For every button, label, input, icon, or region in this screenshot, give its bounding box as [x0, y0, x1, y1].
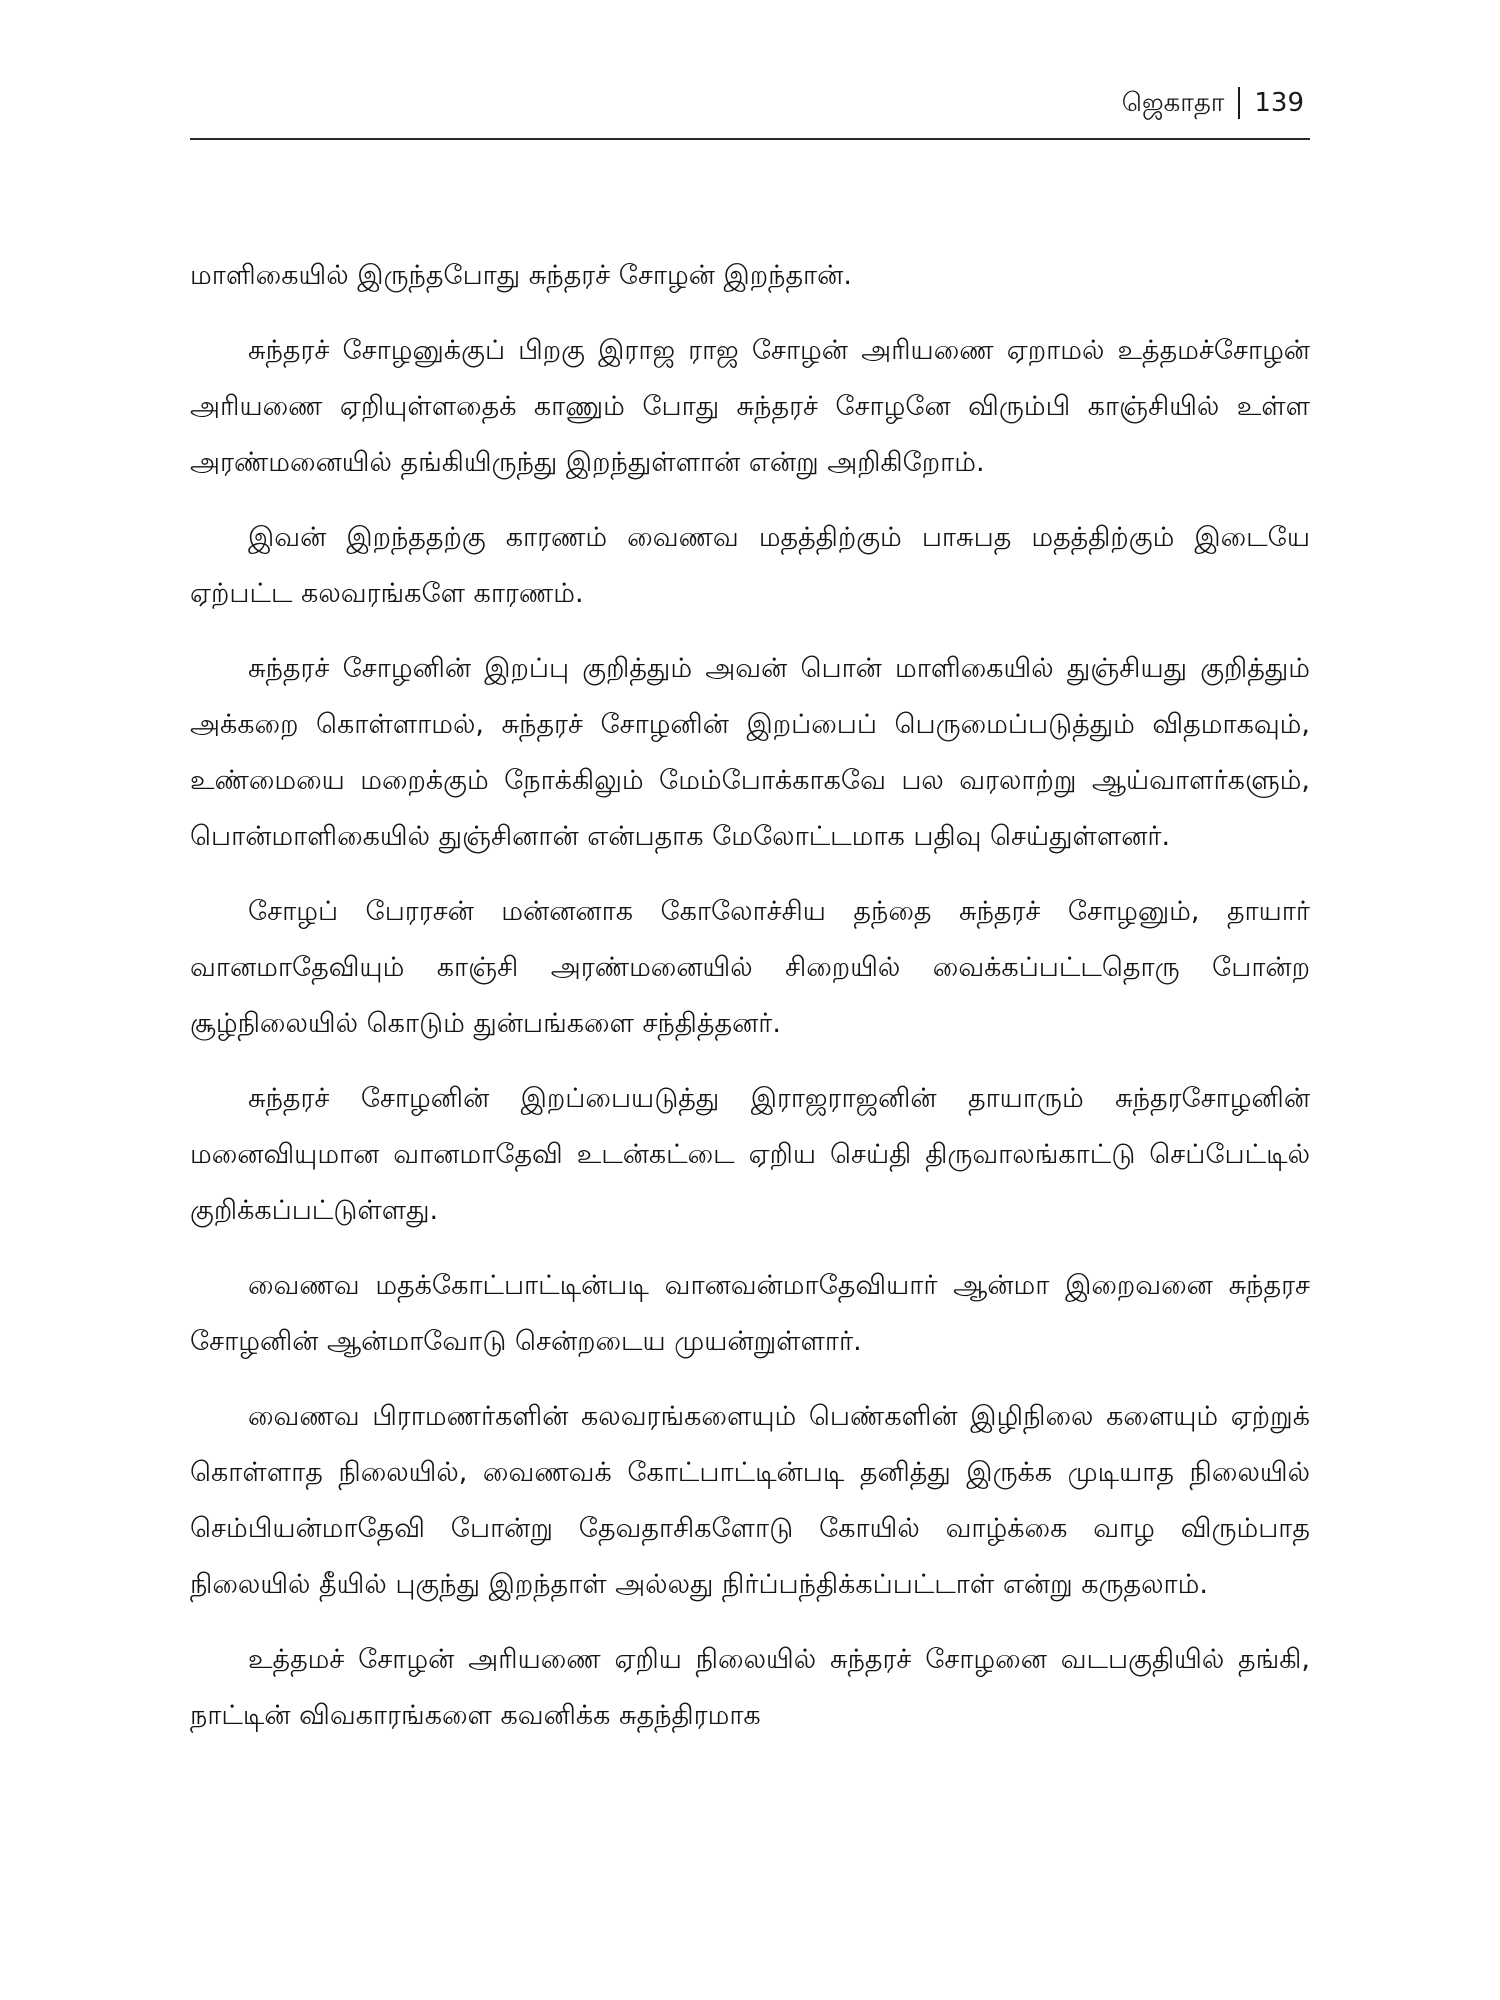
header-separator: [1238, 87, 1240, 119]
paragraph-9: உத்தமச் சோழன் அரியணை ஏறிய நிலையில் சுந்தரச் சோழனை வடபகுதியில் தங்கி, நாட்டின் விவகாரங்களை கவனிக்க சுதந்திரமாக: [190, 1644, 1310, 1731]
header-author: ஜெகாதா: [1121, 88, 1225, 118]
paragraph-2: சுந்தரச் சோழனுக்குப் பிறகு இராஜ ராஜ சோழன் அரியணை ஏறாமல் உத்தமச்சோழன் அரியணை ஏறியுள்ளதைக் காணும் போது சுந்தரச் சோழனே விரும்பி காஞ்சியில் உள்ள அரண்மனையில் தங்கியிருந்து இறந்துள்ளான் என்று அறிகிறோம்.: [190, 335, 1310, 478]
paragraph-7: வைணவ மதக்கோட்பாட்டின்படி வானவன்மாதேவியார் ஆன்மா இறைவனை சுந்தரச சோழனின் ஆன்மாவோடு சென்றடைய முயன்றுள்ளார்.: [190, 1270, 1310, 1357]
paragraph-6: சுந்தரச் சோழனின் இறப்பையடுத்து இராஜராஜனின் தாயாரும் சுந்தரசோழனின் மனைவியுமான வானமாதேவி உடன்கட்டை ஏறிய செய்தி திருவாலங்காட்டு செப்பேட்டில் குறிக்கப்பட்டுள்ளது.: [190, 1083, 1310, 1226]
running-header: [1122, 86, 1304, 120]
paragraph-4: சுந்தரச் சோழனின் இறப்பு குறித்தும் அவன் பொன் மாளிகையில் துஞ்சியது குறித்தும் அக்கறை கொள்ளாமல், சுந்தரச் சோழனின் இறப்பைப் பெருமைப்படுத்தும் விதமாகவும், உண்மையை மறைக்கும் நோக்கிலும் மேம்போக்காகவே பல வரலாற்று ஆய்வாளர்களும், பொன்மாளிகையில் துஞ்சினான் என்பதாக மேலோட்டமாக பதிவு செய்துள்ளனர்.: [190, 653, 1310, 852]
paragraph-1: மாளிகையில் இருந்தபோது சுந்தரச் சோழன் இறந்தான்.: [190, 260, 852, 291]
paragraph-5: சோழப் பேரரசன் மன்னனாக கோலோச்சிய தந்தை சுந்தரச் சோழனும், தாயார் வானமாதேவியும் காஞ்சி அரண்மனையில் சிறையில் வைக்கப்பட்டதொரு போன்ற சூழ்நிலையில் கொடும் துன்பங்களை சந்தித்தனர்.: [190, 896, 1310, 1039]
page-number: 139: [1254, 88, 1304, 118]
body-text: [190, 248, 1310, 1763]
paragraph-8: வைணவ பிராமணர்களின் கலவரங்களையும் பெண்களின் இழிநிலை களையும் ஏற்றுக் கொள்ளாத நிலையில், வைணவக் கோட்பாட்டின்படி தனித்து இருக்க முடியாத நிலையில் செம்பியன்மாதேவி போன்று தேவதாசிகளோடு கோயில் வாழ்க்கை வாழ விரும்பாத நிலையில் தீயில் புகுந்து இறந்தாள் அல்லது நிர்ப்பந்திக்கப்பட்டாள் என்று கருதலாம்.: [190, 1401, 1310, 1600]
paragraph-3: இவன் இறந்ததற்கு காரணம் வைணவ மதத்திற்கும் பாசுபத மதத்திற்கும் இடையே ஏற்பட்ட கலவரங்களே காரணம்.: [190, 522, 1310, 609]
header-rule: [190, 138, 1310, 140]
